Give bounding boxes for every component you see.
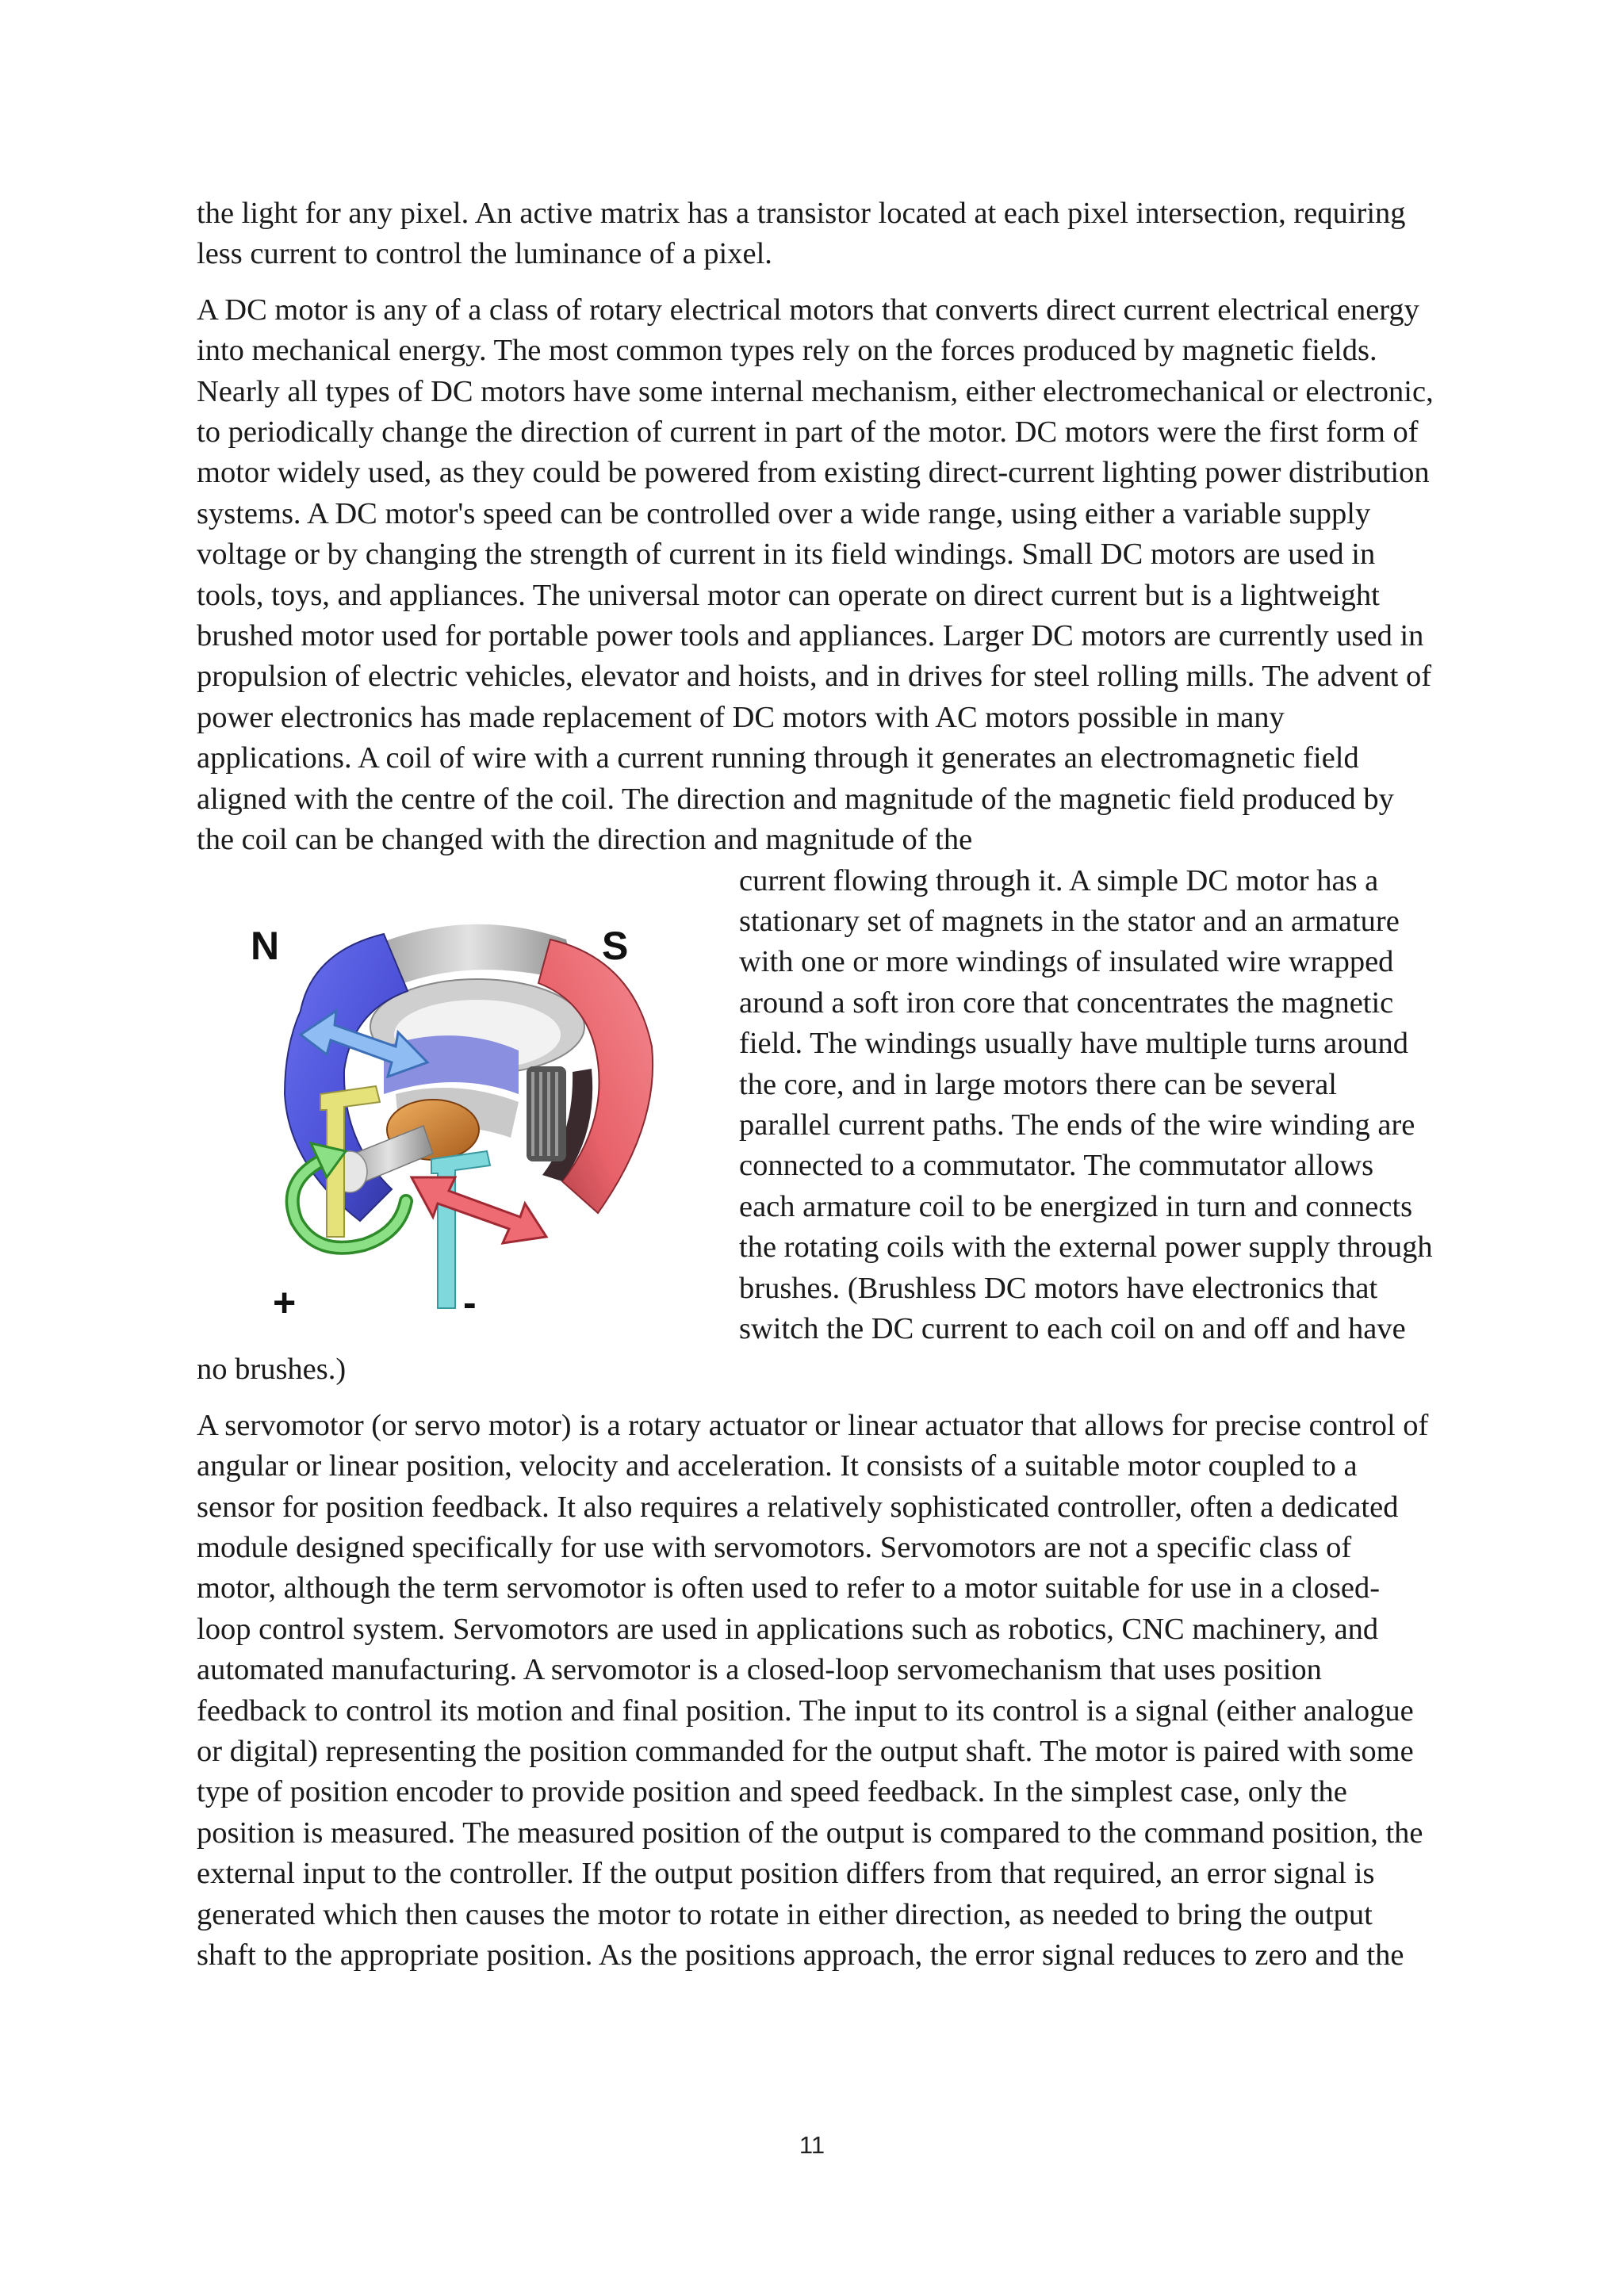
dc-motor-illustration <box>225 864 710 1324</box>
paragraph-lcd-matrix: the light for any pixel. An active matrix has a transistor located at each pixel intersection, requiring less current to control the luminance of a pixel. <box>197 197 1406 271</box>
north-pole-label: N <box>251 923 280 968</box>
paragraph-dc-motor-tail: current flowing through it. A simple DC motor has a stationary set of magnets in the stator and an armature with one or more windings of insulated wire wrapped around a soft iron core that concentrates the magnetic field. The windings usually have multiple turns around the core, and in large motors there can be several parallel current paths. The ends of the wire winding are connected to a commutator. The commutator allows each armature coil to be energized in turn and connects the rotating coils with the external power supply through brushes. (Brushless DC motors have electronics that switch the DC current to each coil on and off and have no brushes.) <box>197 863 1433 1387</box>
brush-negative <box>431 1151 490 1308</box>
negative-terminal-label: - <box>463 1280 477 1324</box>
paragraph-dc-motor-intro <box>197 290 1434 861</box>
page-number: 11 <box>799 2131 825 2159</box>
paragraph-servomotor: A servomotor (or servo motor) is a rotary actuator or linear actuator that allows for precise control of angular or linear position, velocity and acceleration. It consists of a suitable motor coupled to a sensor for position feedback. It also requires a relatively sophisticated controller, often a dedicated module designed specifically for use with servomotors. Servomotors are not a specific class of motor, although the term servomotor is often used to refer to a motor suitable for use in a closed-loop control system. Servomotors are used in applications such as robotics, CNC machinery, and automated manufacturing. A servomotor is a closed-loop servomechanism that uses position feedback to control its motion and final position. The input to its control is a signal (either analogue or digital) representing the position commanded for the output shaft. The motor is paired with some type of position encoder to provide position and speed feedback. In the simplest case, only the position is measured. The measured position of the output is compared to the command position, the external input to the controller. If the output position differs from that required, an error signal is generated which then causes the motor to rotate in either direction, as needed to bring the output shaft to the appropriate position. As the positions approach, the error signal reduces to zero and the <box>197 1408 1429 1973</box>
positive-terminal-label: + <box>273 1280 297 1324</box>
document-page <box>197 193 1434 1991</box>
paragraph-dc-motor-lead: A DC motor is any of a class of rotary electrical motors that converts direct current electrical energy into mechanical energy. The most common types rely on the forces produced by magnetic fields. Nearly all types of DC motors have some internal mechanism, either electromechanical or electronic, to periodically change the direction of current in part of the motor. DC motors were the first form of motor widely used, as they could be powered from existing direct-current lighting power distribution systems. A DC motor's speed can be controlled over a wide range, using either a variable supply voltage or by changing the strength of current in its field windings. Small DC motors are used in tools, toys, and appliances. The universal motor can operate on direct current but is a lightweight brushed motor used for portable power tools and appliances. Larger DC motors are currently used in propulsion of electric vehicles, elevator and hoists, and in drives for steel rolling mills. The advent of power electronics has made replacement of DC motors with AC motors possible in many applications. A coil of wire with a current running through it generates an electromagnetic field aligned with the centre of the coil. The direction and magnitude of the magnetic field produced by the coil can be changed with the direction and magnitude of the <box>197 293 1434 857</box>
dc-motor-figure <box>225 864 710 1324</box>
paragraph-dc-motor-block <box>197 290 1434 1406</box>
force-arrow-red-icon <box>412 1177 546 1243</box>
south-pole-label: S <box>602 923 629 968</box>
